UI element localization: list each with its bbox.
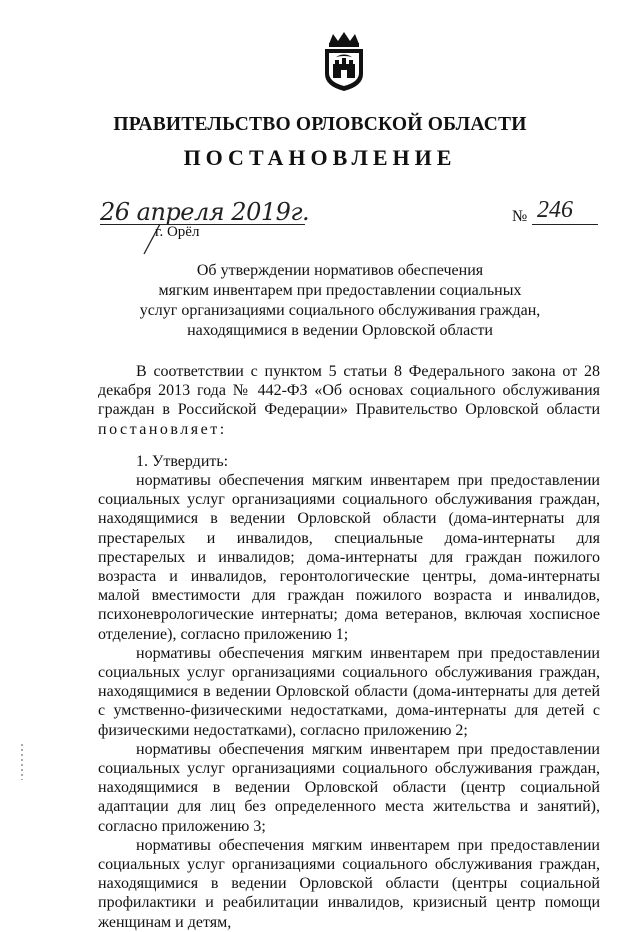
item-1-title: 1. Утвердить: <box>136 452 229 470</box>
city-label: г. Орёл <box>155 224 200 240</box>
preamble-text: В соответствии с пунктом 5 статьи 8 Федерального закона от 28 декабря 2013 года № 442-ФЗ «Об основах социального обслуживания граждан в Российской Федерации» Правительство Орловской области <box>98 363 600 419</box>
margin-mark <box>18 742 26 782</box>
handwritten-number: 246 <box>537 197 573 223</box>
norm-paragraph: нормативы обеспечения мягким инвентарем при предоставлении социальных услуг организациями социального обслуживания граждан, находящимися в ведении Орловской области (дома-интернаты для престарелых и инвалидов, специальные дома-интернаты для престарелых и инвалидов; дома-интернаты для граждан пожилого возраста и инвалидов, геронтологические центры, дома-интернаты малой вместимости для граждан пожилого возраста и инвалидов, психоневрологические интернаты; дома ветеранов, включая хосписное отделение), согласно приложению 1; <box>98 472 600 643</box>
orel-region-coat-of-arms-icon <box>321 30 367 92</box>
norm-paragraph: нормативы обеспечения мягким инвентарем при предоставлении социальных услуг организациями социального обслуживания граждан, находящимися в ведении Орловской области (дома-интернаты для детей с умственно-физическими недостатками, дома-интернаты для детей с физическими недостатками), согласно приложению 2; <box>98 644 600 739</box>
number-underline <box>532 224 598 225</box>
date-underline <box>100 224 305 225</box>
document-body <box>98 362 600 932</box>
number-label: № <box>512 208 528 225</box>
preamble-verb: постановляет: <box>98 420 227 438</box>
preamble-paragraph <box>98 362 600 439</box>
subject-line: находящимися в ведении Орловской области <box>187 322 493 339</box>
subject-line: услуг организациями социального обслуживания граждан, <box>139 302 541 319</box>
norm-paragraph: нормативы обеспечения мягким инвентарем при предоставлении социальных услуг организациями социального обслуживания граждан, находящимися в ведении Орловской области (центры социальной профилактики и реабилитации инвалидов, кризисный центр помощи женщинам и детям, <box>98 836 600 931</box>
document-subject <box>60 261 620 341</box>
norm-paragraph: нормативы обеспечения мягким инвентарем при предоставлении социальных услуг организациями социального обслуживания граждан, находящимися в ведении Орловской области (центр социальной адаптации для лиц без определенного места жительства и занятий), согласно приложению 3; <box>98 740 600 835</box>
subject-line: Об утверждении нормативов обеспечения <box>196 262 484 279</box>
handwritten-date: 26 апреля 2019г. <box>100 198 310 226</box>
subject-line: мягким инвентарем при предоставлении социальных <box>158 282 522 299</box>
organization-title: ПРАВИТЕЛЬСТВО ОРЛОВСКОЙ ОБЛАСТИ <box>113 114 527 135</box>
document-type-title: ПОСТАНОВЛЕНИЕ <box>183 145 457 170</box>
